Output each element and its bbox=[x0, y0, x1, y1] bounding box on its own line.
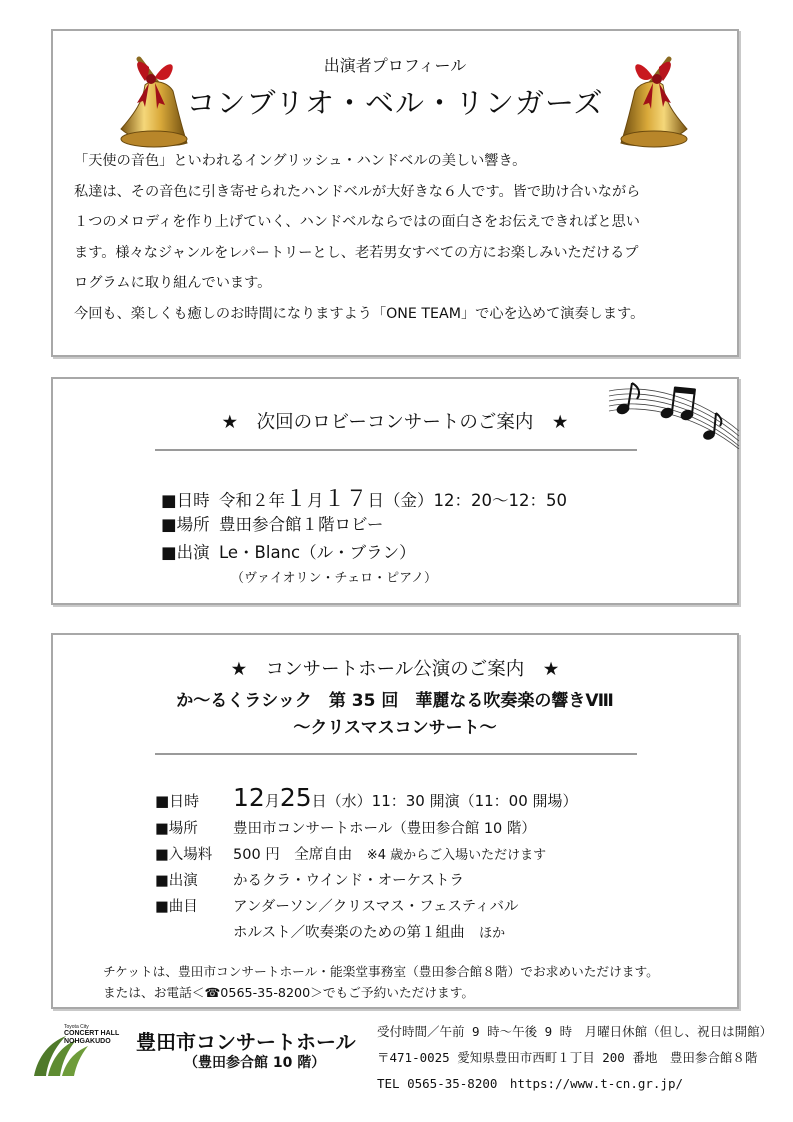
profile-subtitle: 出演者プロフィール bbox=[323, 56, 467, 75]
logo-text-line: CONCERT HALL bbox=[64, 1030, 120, 1037]
performer-label: ■出演 bbox=[155, 873, 198, 889]
ticket-phone-line: または、お電話＜☎0565-35-8200＞でもご予約いただけます。 bbox=[103, 985, 475, 1000]
fee-value: 500 円 全席自由 bbox=[233, 847, 353, 863]
hall-fee-row bbox=[155, 843, 546, 864]
hall-heading: ★ コンサートホール公演のご案内 ★ bbox=[230, 659, 560, 680]
hall-performer-row bbox=[155, 869, 464, 890]
footer bbox=[0, 1018, 793, 1122]
divider bbox=[155, 753, 637, 755]
lobby-place-row bbox=[161, 511, 383, 535]
date-day: １７ bbox=[323, 487, 368, 512]
divider bbox=[155, 449, 637, 451]
logo-text-line: NOHGAKUDO bbox=[64, 1038, 111, 1045]
date-label: ■日時 bbox=[155, 792, 200, 810]
performer-value: かるクラ・ウインド・オーケストラ bbox=[233, 873, 464, 889]
date-day-unit: 日 bbox=[367, 491, 385, 510]
date-month-unit: 月 bbox=[307, 491, 324, 510]
logo-text bbox=[64, 1024, 119, 1046]
lobby-performer-row bbox=[161, 539, 416, 563]
date-prefix: 令和２年 bbox=[219, 491, 285, 510]
program-item: アンダーソン／クリスマス・フェスティバル bbox=[233, 899, 519, 915]
lobby-heading: ★ 次回のロビーコンサートのご案内 ★ bbox=[221, 412, 569, 433]
date-month: １ bbox=[285, 487, 308, 512]
hall-concert-subtitle: 〜クリスマスコンサート〜 bbox=[293, 718, 497, 738]
date-label: ■日時 bbox=[161, 491, 210, 510]
place-label: ■場所 bbox=[161, 515, 210, 534]
venue-floor: （豊田参合館 10 階） bbox=[184, 1055, 326, 1071]
logo-text-line: Toyota City bbox=[64, 1024, 89, 1030]
program-suffix: ほか bbox=[479, 926, 506, 941]
ticket-info-line: チケットは、豊田市コンサートホール・能楽堂事務室（豊田参合館８階）でお求めいただけます。 bbox=[103, 964, 659, 979]
performer-name-title: コンブリオ・ベル・リンガーズ bbox=[186, 86, 604, 120]
address: 〒471-0025 愛知県豊田市西町１丁目 200 番地 豊田参合館８階 bbox=[377, 1050, 758, 1065]
profile-line: １つのメロディを作り上げていく、ハンドベルならではの面白さをお伝えできればと思い bbox=[74, 214, 640, 230]
hall-concert-title: か〜るくラシック 第 35 回 華麗なる吹奏楽の響きⅧ bbox=[176, 691, 614, 711]
fee-note: ※4 歳からご入場いただけます bbox=[366, 848, 547, 863]
date-month-unit: 月 bbox=[264, 792, 280, 810]
place-label: ■場所 bbox=[155, 821, 198, 837]
hall-program-row bbox=[155, 895, 519, 916]
date-time: （金）12：20〜12：50 bbox=[384, 491, 568, 510]
lobby-concert-box bbox=[51, 377, 739, 605]
place-value: 豊田参合館１階ロビー bbox=[219, 515, 384, 534]
hall-date-row bbox=[155, 783, 578, 812]
performer-instruments: （ヴァイオリン・チェロ・ピアノ） bbox=[231, 571, 438, 586]
profile-line: ログラムに取り組んでいます。 bbox=[74, 275, 272, 291]
fee-label: ■入場料 bbox=[155, 847, 213, 863]
profile-line: 今回も、楽しくも癒しのお時間になりますよう「ONE TEAM」で心を込めて演奏します。 bbox=[74, 305, 645, 322]
date-month: 12 bbox=[233, 783, 265, 812]
venue-name: 豊田市コンサートホール bbox=[136, 1030, 356, 1054]
date-day: 25 bbox=[279, 783, 312, 812]
performer-profile-box bbox=[51, 29, 739, 357]
performer-value: Le・Blanc（ル・ブラン） bbox=[219, 543, 416, 562]
date-day-unit: 日 bbox=[311, 792, 327, 810]
place-value: 豊田市コンサートホール（豊田参合館 10 階） bbox=[233, 821, 536, 837]
performer-label: ■出演 bbox=[161, 543, 210, 562]
profile-line: ます。様々なジャンルをレパートリーとし、老若男女すべての方にお楽しみいただけるプ bbox=[74, 244, 639, 261]
opening-hours: 受付時間／午前 9 時〜午後 9 時 月曜日休館（但し、祝日は開館） bbox=[377, 1024, 773, 1039]
program-item: ホルスト／吹奏楽のための第１組曲 bbox=[233, 925, 465, 941]
profile-description bbox=[74, 146, 719, 329]
profile-line: 私達は、その音色に引き寄せられたハンドベルが大好きな６人です。皆で助け合いながら bbox=[74, 183, 641, 200]
lobby-date-row bbox=[161, 482, 567, 513]
hall-program-row-2 bbox=[233, 921, 505, 942]
hall-place-row bbox=[155, 817, 536, 838]
date-time: （水）11：30 開演（11：00 開場） bbox=[326, 792, 578, 810]
concert-hall-box bbox=[51, 633, 739, 1009]
profile-line: 「天使の音色」といわれるイングリッシュ・ハンドベルの美しい響き。 bbox=[74, 153, 527, 169]
program-label: ■曲目 bbox=[155, 899, 198, 915]
contact-info: TEL 0565-35-8200 https://www.t-cn.gr.jp/ bbox=[377, 1076, 683, 1091]
